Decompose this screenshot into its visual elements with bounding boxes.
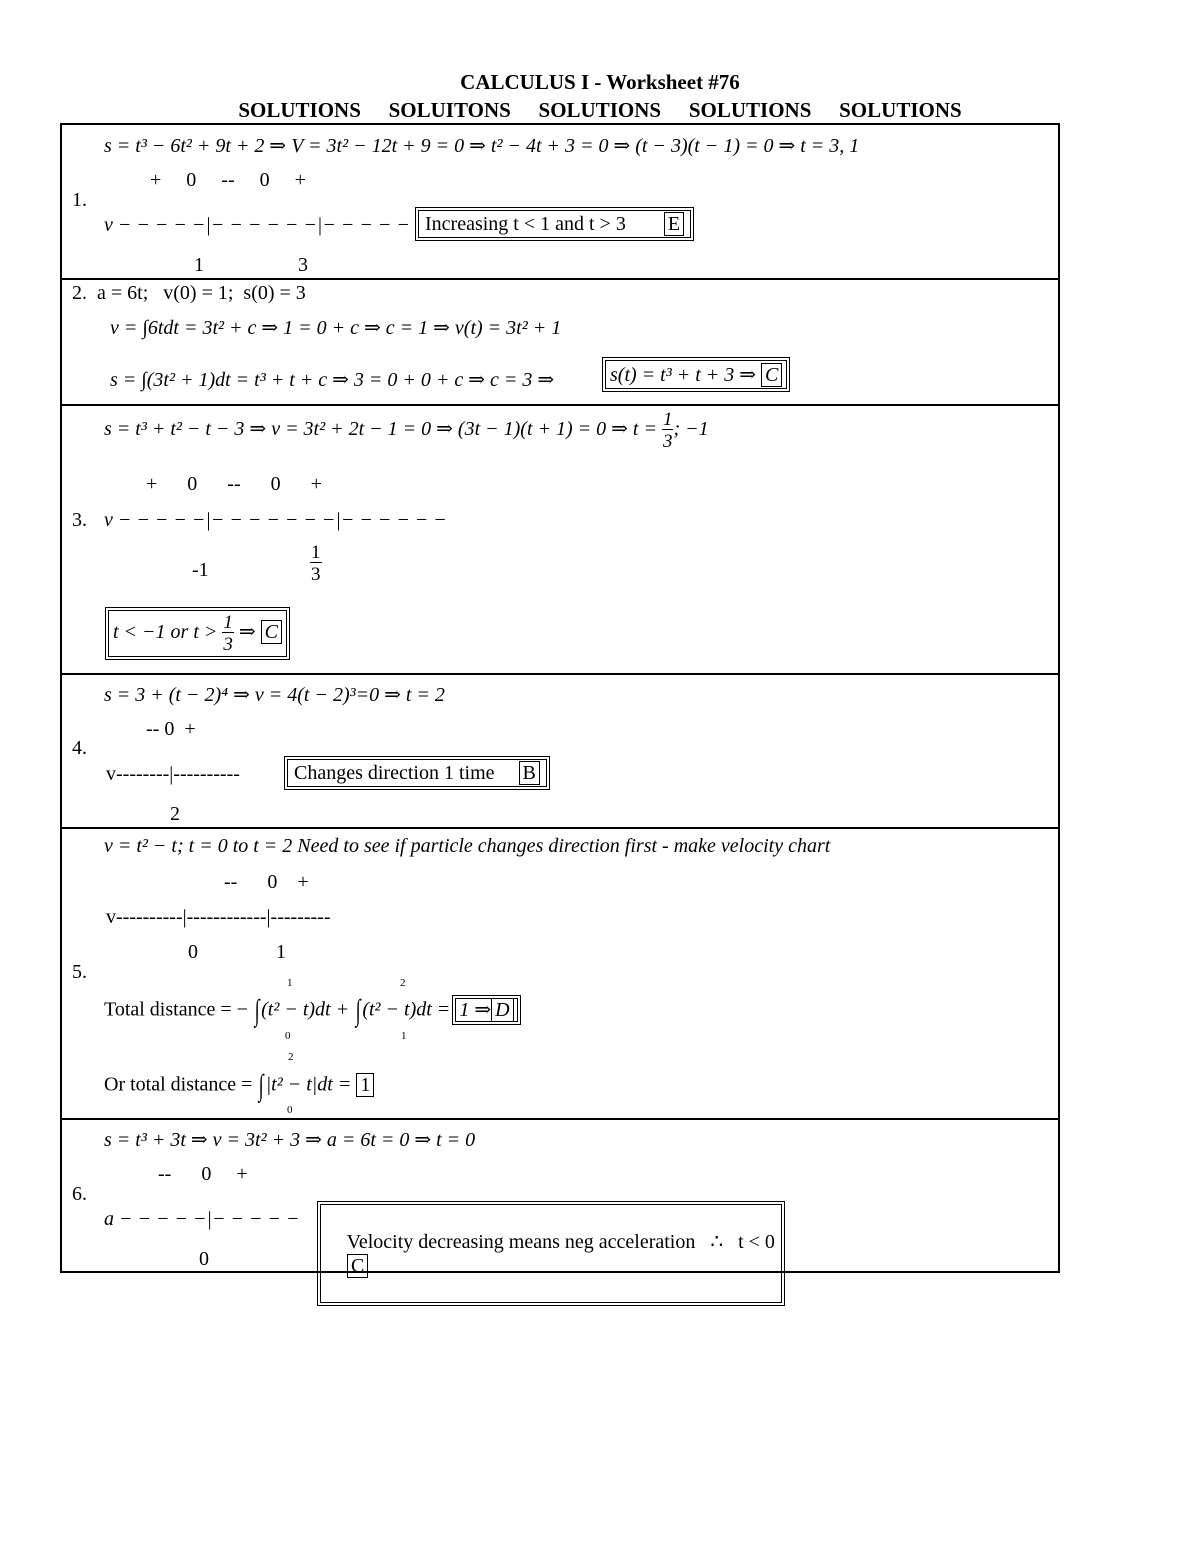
- problem-5-abs-integral: |t² − t|dt =: [265, 1073, 352, 1096]
- problem-5-number: 5.: [72, 961, 87, 983]
- problem-6-tick: 0: [199, 1248, 209, 1270]
- problem-3-answer-text: t < −1 or t >: [113, 621, 218, 644]
- problem-5-integral-1: (t² − t)dt +: [261, 998, 350, 1021]
- limit-2-lower: 1: [401, 1030, 407, 1042]
- problem-2-answer: s(t) = t³ + t + 3 ⇒: [610, 364, 757, 386]
- problem-5-or-answer: 1: [356, 1073, 374, 1097]
- problem-6-sign-line: a − − − − −|− − − − −: [104, 1208, 300, 1230]
- problem-5-integral-2: (t² − t)dt =: [362, 998, 451, 1021]
- problem-1-choice: E: [664, 212, 684, 236]
- problem-3-tick-num: 1: [311, 542, 321, 563]
- problem-5-signs: -- 0 +: [224, 871, 309, 893]
- problem-4-signs: -- 0 +: [146, 718, 196, 740]
- problem-3-tick-third: [310, 543, 322, 584]
- problem-1-tick-3: 3: [298, 254, 308, 276]
- problem-4-tick: 2: [170, 803, 180, 825]
- problem-3-answer-num: 1: [223, 612, 233, 633]
- problem-3-choice: C: [261, 620, 282, 644]
- integral-sign-3: ∫: [259, 1069, 265, 1102]
- problem-5-total-answer-box: [455, 998, 517, 1022]
- problem-5-sign-line: v----------|------------|---------: [106, 906, 331, 928]
- problem-1-answer-box: [418, 210, 691, 238]
- problem-3-answer-arrow: ⇒: [238, 621, 256, 644]
- problem-5-or-distance: [104, 1071, 374, 1101]
- problem-1-number: 1.: [72, 189, 87, 211]
- problem-5-total-distance: [104, 996, 518, 1026]
- problem-5-tick-0: 0: [188, 941, 198, 963]
- problem-3-tick-den: 3: [311, 564, 321, 585]
- problem-3-root-fraction: [662, 410, 674, 451]
- solutions-subtitle: SOLUTIONS SOLUITONS SOLUTIONS SOLUTIONS SOLUTIONS: [238, 98, 962, 122]
- problem-3-answer-den: 3: [223, 634, 233, 655]
- problem-5-choice: D: [491, 998, 513, 1022]
- problem-4-answer-box: [287, 759, 547, 787]
- problem-1-signs: + 0 -- 0 +: [150, 169, 306, 191]
- problem-4-equation: s = 3 + (t − 2)⁴ ⇒ v = 4(t − 2)³=0 ⇒ t = 2: [104, 684, 445, 706]
- limit-1-lower: 0: [285, 1030, 291, 1042]
- problem-3-answer-box: [108, 610, 287, 657]
- problem-2-given: 2. a = 6t; v(0) = 1; s(0) = 3: [72, 282, 306, 304]
- problem-5-total-answer: 1 ⇒: [459, 998, 492, 1021]
- problem-5-tick-1: 1: [276, 941, 286, 963]
- problem-1-tick-1: 1: [194, 254, 204, 276]
- divider-2: [62, 404, 1058, 406]
- problem-2-choice: C: [761, 363, 782, 387]
- problem-3-root-num: 1: [662, 409, 673, 430]
- problem-5-total-label: Total distance = −: [104, 998, 248, 1021]
- problem-2-velocity: v = ∫6tdt = 3t² + c ⇒ 1 = 0 + c ⇒ c = 1 ⇒ v(t) = 3t² + 1: [110, 317, 562, 339]
- worksheet-title: CALCULUS I - Worksheet #76: [460, 70, 740, 94]
- problem-4-sign-line: v--------|----------: [106, 763, 240, 785]
- problem-3-tick-neg1: -1: [192, 559, 209, 581]
- limit-2-upper: 2: [400, 977, 406, 989]
- problem-6-answer-box: [320, 1204, 782, 1303]
- problem-3-sign-line: v − − − − −|− − − − − − −|− − − − − −: [104, 509, 447, 531]
- problem-3-equation-text: s = t³ + t² − t − 3 ⇒ v = 3t² + 2t − 1 = 0 ⇒ (3t − 1)(t + 1) = 0 ⇒ t =: [104, 418, 657, 441]
- problem-4-choice: B: [519, 761, 540, 785]
- problem-1-equation: s = t³ − 6t² + 9t + 2 ⇒ V = 3t² − 12t + 9 = 0 ⇒ t² − 4t + 3 = 0 ⇒ (t − 3)(t − 1) = 0 ⇒ t = 3, 1: [104, 135, 860, 157]
- problem-1-answer: Increasing t < 1 and t > 3: [425, 213, 626, 235]
- problem-3-root-tail: ; −1: [673, 418, 709, 441]
- problem-1-sign-line: v − − − − −|− − − − − −|− − − − −: [104, 214, 410, 236]
- problem-3-equation: [104, 410, 709, 451]
- problem-3-number: 3.: [72, 509, 87, 531]
- problem-2-answer-box: [605, 360, 787, 389]
- problem-5-equation: v = t² − t; t = 0 to t = 2 Need to see if particle changes direction first - make velocity chart: [104, 835, 831, 857]
- divider-3: [62, 673, 1058, 675]
- limit-1-upper: 1: [287, 977, 293, 989]
- problem-6-equation: s = t³ + 3t ⇒ v = 3t² + 3 ⇒ a = 6t = 0 ⇒ t = 0: [104, 1129, 476, 1151]
- problem-3-signs: + 0 -- 0 +: [146, 473, 322, 495]
- problem-4-number: 4.: [72, 737, 87, 759]
- problem-6-answer: Velocity decreasing means neg acceleration ∴ t < 0: [346, 1231, 775, 1253]
- problem-3-root-den: 3: [662, 431, 673, 452]
- problem-6-signs: -- 0 +: [158, 1163, 248, 1185]
- problem-2-position: s = ∫(3t² + 1)dt = t³ + t + c ⇒ 3 = 0 + 0 + c ⇒ c = 3 ⇒: [110, 369, 555, 391]
- integral-sign-2: ∫: [355, 994, 361, 1027]
- problem-6-number: 6.: [72, 1183, 87, 1205]
- divider-4: [62, 827, 1058, 829]
- solutions-table: [60, 123, 1060, 1277]
- divider-1: [62, 278, 1058, 280]
- limit-3-upper: 2: [288, 1051, 294, 1063]
- limit-3-lower: 0: [287, 1104, 293, 1116]
- integral-sign-1: ∫: [254, 994, 260, 1027]
- problem-6-choice: C: [347, 1254, 368, 1278]
- divider-5: [62, 1118, 1058, 1120]
- problem-4-answer: Changes direction 1 time: [294, 762, 495, 784]
- problem-5-or-label: Or total distance =: [104, 1073, 253, 1096]
